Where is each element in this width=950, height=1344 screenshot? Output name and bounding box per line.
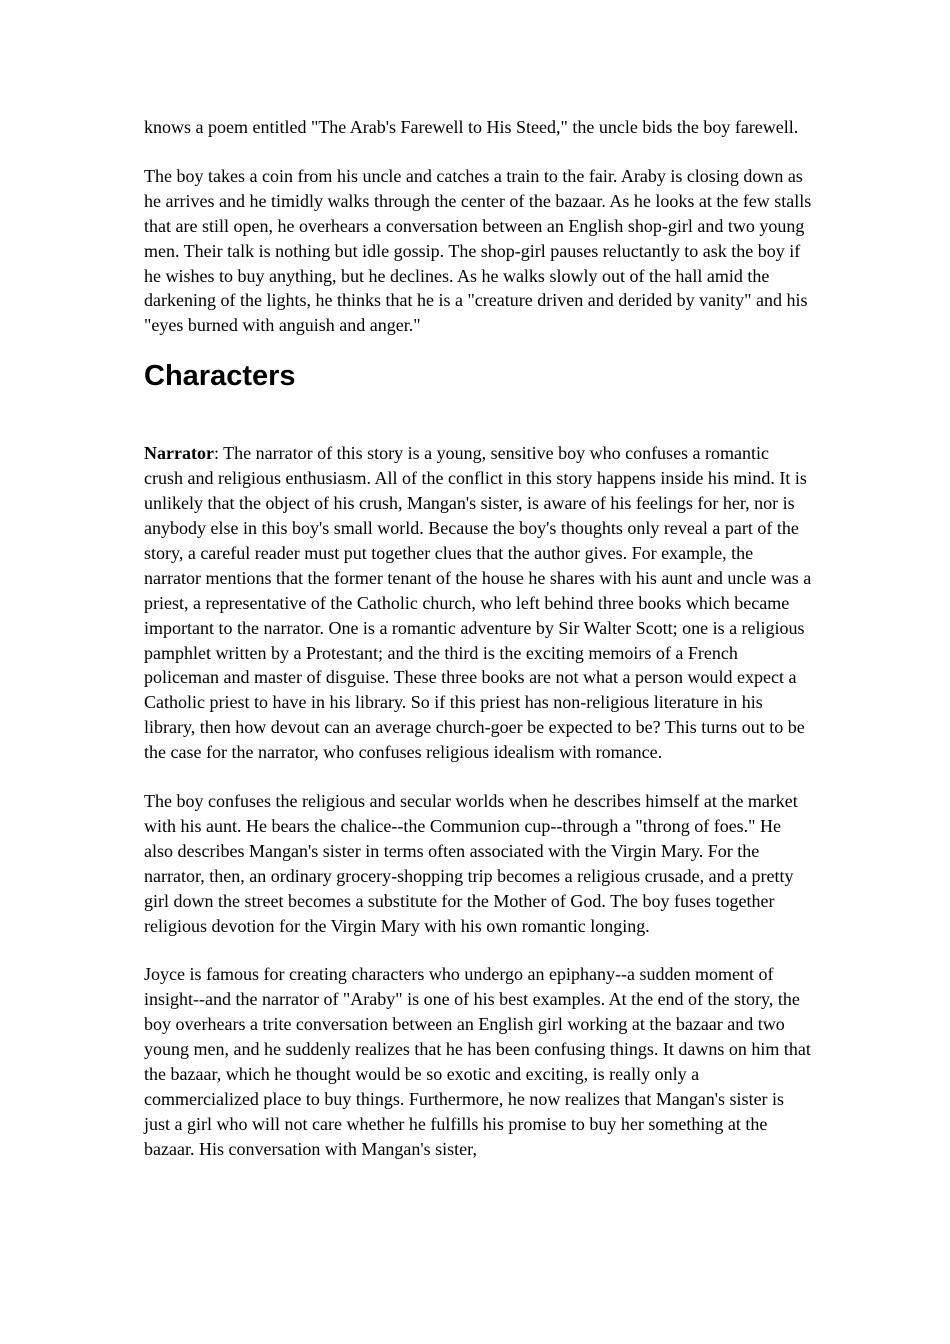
narrator-term: Narrator: [144, 443, 214, 464]
document-page: [144, 115, 812, 1186]
narrator-description: : The narrator of this story is a young, sensitive boy who confuses a romantic crush and religious enthusiasm. All of the conflict in this story happens inside his mind. It is unlikely that the object of his crush, Mangan's sister, is aware of his feelings for her, nor is anybody else in this boy's small world. Because the boy's thoughts only reveal a part of the story, a careful reader must put together clues that the author gives. For example, the narrator mentions that the former tenant of the house he shares with his aunt and uncle was a priest, a representative of the Catholic church, who left behind three books which became important to the narrator. One is a romantic adventure by Sir Walter Scott; one is a religious pamphlet written by a Protestant; and the third is the exciting memoirs of a French policeman and master of disguise. These three books are not what a person would expect a Catholic priest to have in his library. So if this priest has non-religious literature in his library, then how devout can an average church-goer be expected to be? This turns out to be the case for the narrator, who confuses religious idealism with romance.: [144, 443, 812, 763]
paragraph-uncle-farewell: knows a poem entitled "The Arab's Farewell to His Steed," the uncle bids the boy farewell.: [144, 117, 799, 137]
paragraph-fair-visit: The boy takes a coin from his uncle and catches a train to the fair. Araby is closing down as he arrives and he timidly walks through the center of the bazaar. As he looks at the few stalls that are still open, he overhears a conversation between an English shop-girl and two young men. Their talk is nothing but idle gossip. The shop-girl pauses reluctantly to ask the boy if he wishes to buy anything, but he declines. As he walks slowly out of the hall amid the darkening of the lights, he thinks that he is a "creature driven and derided by vanity" and his "eyes burned with anguish and anger.": [144, 165, 812, 336]
paragraph-narrator: [144, 441, 812, 765]
paragraph-religious-secular: The boy confuses the religious and secular worlds when he describes himself at the market with his aunt. He bears the chalice--the Communion cup--through a "throng of foes." He also describes Mangan's sister in terms often associated with the Virgin Mary. For the narrator, then, an ordinary grocery-shopping trip becomes a religious crusade, and a pretty girl down the street becomes a substitute for the Mother of God. The boy fuses together religious devotion for the Virgin Mary with his own romantic longing.: [144, 791, 798, 936]
section-heading-characters: Characters: [144, 360, 296, 393]
paragraph-epiphany: Joyce is famous for creating characters who undergo an epiphany--a sudden moment of insight--and the narrator of "Araby" is one of his best examples. At the end of the story, the boy overhears a trite conversation between an English girl working at the bazaar and two young men, and he suddenly realizes that he has been confusing things. It dawns on him that the bazaar, which he thought would be so exotic and exciting, is really only a commercialized place to buy things. Furthermore, he now realizes that Mangan's sister is just a girl who will not care whether he fulfills his promise to buy her something at the bazaar. His conversation with Mangan's sister,: [144, 964, 811, 1159]
